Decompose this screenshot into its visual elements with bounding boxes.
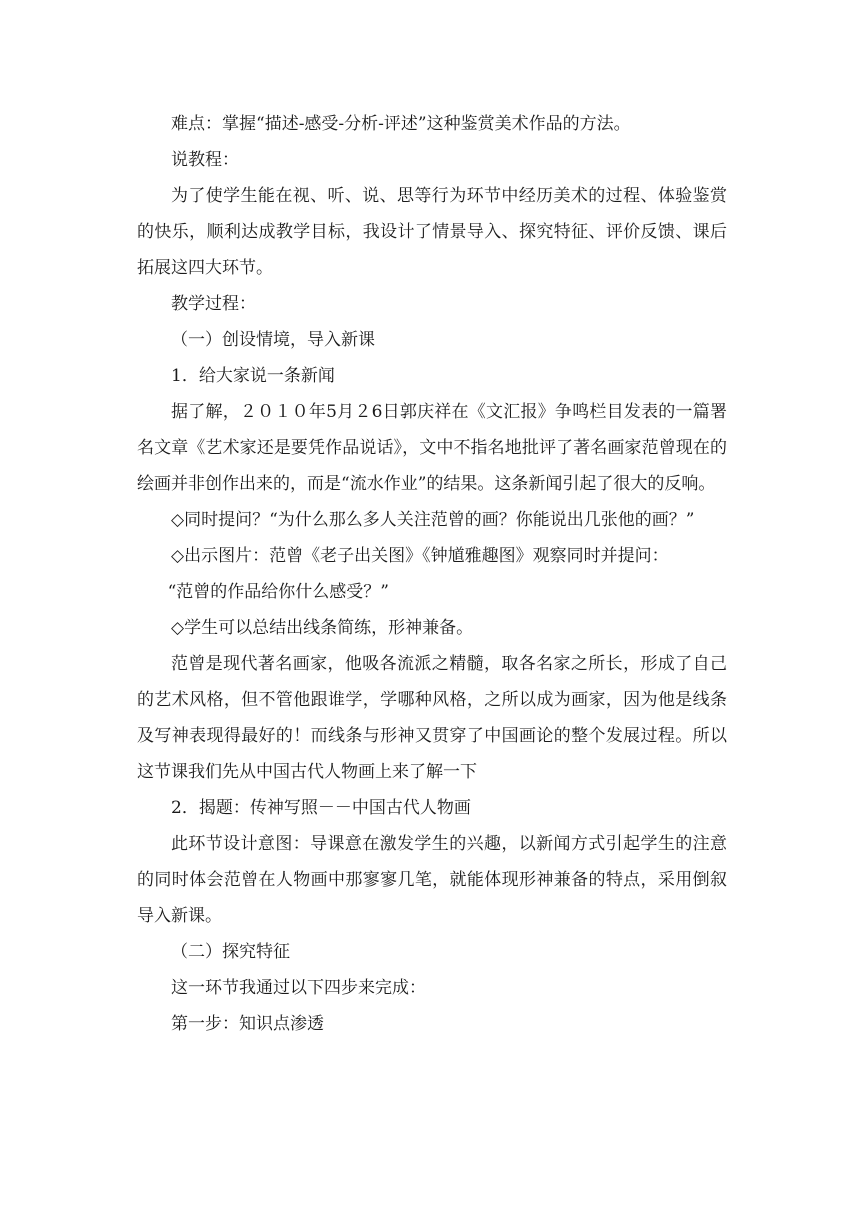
paragraph-news: 据了解，２０１０年5月２6日郭庆祥在《文汇报》争鸣栏目发表的一篇署名文章《艺术家还是要凭作品说话》，文中不指名地批评了著名画家范曾现在的绘画并非创作出来的，而是“流水作业”的结果。这条新闻引起了很大的反响。	[137, 402, 727, 494]
section-heading-1: （一）创设情境，导入新课	[171, 330, 375, 350]
paragraph-fan-zeng: 范曾是现代著名画家，他吸各流派之精髓，取各名家之所长，形成了自己的艺术风格，但不管他跟谁学，学哪种风格，之所以成为画家，因为他是线条及写神表现得最好的！而线条与形神又贯穿了中国画论的整个发展过程。所以这节课我们先从中国古代人物画上来了解一下	[137, 654, 727, 782]
paragraph-teaching-method: 说教程：	[171, 150, 239, 170]
bullet-student-summary: ◇学生可以总结出线条简练，形神兼备。	[171, 618, 474, 638]
step-heading-news: 1．给大家说一条新闻	[171, 366, 335, 386]
paragraph-four-steps: 这一环节我通过以下四步来完成：	[171, 978, 426, 998]
section-heading-2: （二）探究特征	[171, 942, 290, 962]
document-body	[137, 106, 727, 1042]
step-heading-topic: 2．揭题：传神写照－－中国古代人物画	[171, 798, 471, 818]
quote-question-2: “范曾的作品给你什么感受？”	[167, 582, 389, 602]
paragraph-process-heading: 教学过程：	[171, 294, 256, 314]
bullet-show-pictures: ◇出示图片：范曾《老子出关图》《钟馗雅趣图》观察同时并提问：	[171, 546, 669, 566]
paragraph-design-overview: 为了使学生能在视、听、说、思等行为环节中经历美术的过程、体验鉴赏的快乐，顺利达成教学目标，我设计了情景导入、探究特征、评价反馈、课后拓展这四大环节。	[137, 186, 727, 278]
bullet-question-1: ◇同时提问？“为什么那么多人关注范曾的画？你能说出几张他的画？”	[171, 510, 695, 530]
paragraph-design-intent: 此环节设计意图：导课意在激发学生的兴趣，以新闻方式引起学生的注意的同时体会范曾在人物画中那寥寥几笔，就能体现形神兼备的特点，采用倒叙导入新课。	[137, 834, 727, 926]
paragraph-step-one: 第一步：知识点渗透	[171, 1014, 324, 1034]
paragraph-difficulty: 难点：掌握“描述-感受-分析-评述”这种鉴赏美术作品的方法。	[171, 114, 631, 134]
